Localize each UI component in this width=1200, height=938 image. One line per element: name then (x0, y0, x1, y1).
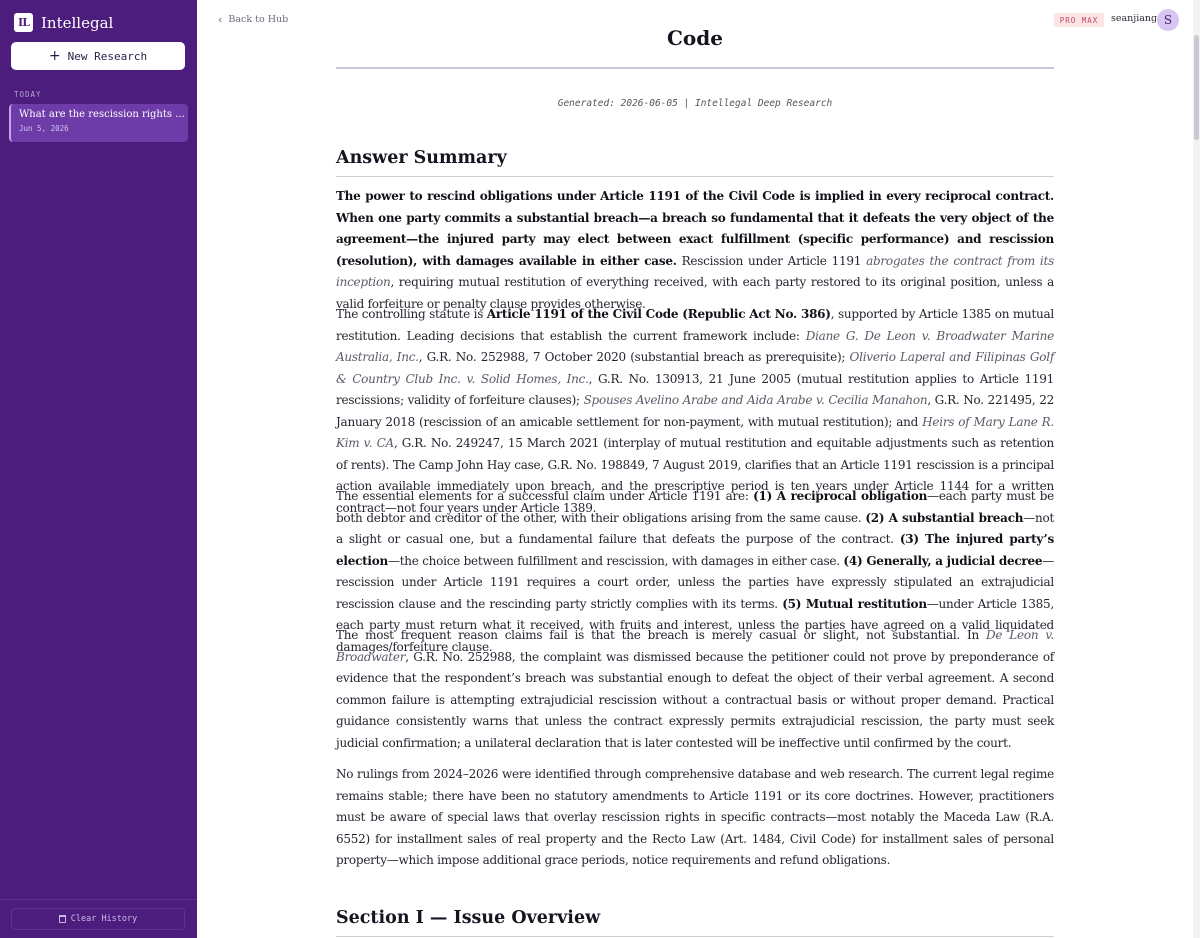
logo-mark-icon: IL (14, 13, 33, 32)
p4-text: The most frequent reason claims fail is that the breach is merely casual or slight, not substantial. In (336, 628, 987, 642)
generated-meta: Generated: 2026-06-05 | Intellegal Deep Research (557, 98, 833, 109)
new-research-button[interactable] (11, 42, 185, 70)
section-1-heading: Section I — Issue Overview (336, 908, 601, 928)
p2-text: , G.R. No. 130913, 21 June 2005 (mutual restitution applies to Article 1191 rescissions; validity of forfeiture clauses); (336, 371, 1054, 407)
new-research-label: New Research (67, 49, 148, 63)
element-label: (4) Generally, a judicial decree (843, 553, 1043, 568)
brand-name: Intellegal (41, 13, 114, 32)
username: seanjiang (1111, 13, 1158, 24)
case-citation: De Leon v. Broadwater (336, 628, 1055, 664)
scrollbar-thumb[interactable] (1194, 35, 1199, 140)
brand[interactable] (14, 13, 113, 32)
avatar[interactable]: S (1157, 9, 1179, 31)
history-item[interactable] (9, 104, 188, 142)
p2-text: , supported by Article 1385 on mutual restitution. Leading decisions that establish the current framework include: (336, 307, 1055, 343)
p1-italic: abrogates the contract from its inception (336, 253, 1055, 289)
clear-history-label: Clear History (70, 914, 138, 924)
history-item-date: Jun 5, 2026 (19, 124, 69, 133)
p4-text: , G.R. No. 252988, the complaint was dismissed because the petitioner could not prove by preponderance of evidence that the respondent’s breach was substantial enough to defeat the object of their verbal agreement. A second common failure is attempting extrajudicial rescission without a contractual basis or without proper demand. Practical guidance consistently warns that unless the contract expressly permits extrajudicial rescission, the party must seek judicial confirmation; a unilateral declaration that is later contested will be ineffective until confirmed by the court. (336, 649, 1054, 750)
case-citation: Spouses Avelino Arabe and Aida Arabe v. Cecilia Manahon (583, 393, 928, 407)
p3-text: —the choice between fulfillment and rescission, with damages in either case. (387, 553, 844, 568)
p2-text: , G.R. No. 249247, 15 March 2021 (interplay of mutual restitution and equitable adjustments such as retention of rents). The Camp John Hay case, G.R. No. 198849, 7 August 2019, clarifies that an Article 1191 rescission is a principal action available immediately upon breach, and the prescriptive period is ten years under Article 1144 for a written contract—not four years under Article 1389. (336, 436, 1055, 515)
element-label: (5) Mutual restitution (782, 596, 927, 611)
case-citation: Oliverio Laperal and Filipinas Golf & Country Club Inc. v. Solid Homes, Inc. (336, 350, 1055, 386)
plus-icon: + (48, 48, 61, 64)
p2-text: , G.R. No. 221495, 22 January 2018 (rescission of an amicable settlement for non-payment, with mutual restitution); and (336, 393, 1054, 429)
sidebar (0, 0, 197, 938)
p2-text: , G.R. No. 252988, 7 October 2020 (substantial breach as prerequisite); (418, 350, 850, 364)
p3-text: —not a slight or casual one, but a fundamental failure that defeats the purpose of the contract. (336, 510, 1055, 546)
history-item-title: What are the rescission rights ... (19, 109, 185, 120)
back-to-hub-label: Back to Hub (228, 14, 289, 25)
plan-badge: PRO MAX (1054, 13, 1104, 27)
case-citation: Heirs of Mary Lane R. Kim v. CA (336, 414, 1054, 450)
p1-text: , requiring mutual restitution of everything received, with each party restored to its original position, unless a valid forfeiture or penalty clause provides otherwise. (336, 275, 1054, 311)
p3-text: —under Article 1385, each party must return what it received, with fruits and interest, unless the parties have agreed on a valid liquidated damages/forfeiture clause. (336, 596, 1054, 654)
p3-text: —rescission under Article 1191 requires a court order, unless the parties have expressly stipulated an extrajudicial rescission clause and the rescinding party strictly complies with its terms. (336, 553, 1054, 611)
trash-icon (59, 915, 66, 923)
title-divider (336, 67, 1054, 69)
chevron-left-icon: ‹ (218, 13, 223, 26)
p3-text: The essential elements for a successful claim under Article 1191 are: (336, 489, 754, 503)
heading-divider (336, 936, 1054, 937)
p2-text: The controlling statute is (336, 307, 487, 321)
p2-bold: Article 1191 of the Civil Code (Republic Act No. 386) (486, 307, 831, 321)
p1-text: Rescission under Article 1191 (676, 253, 867, 268)
back-to-hub-link[interactable] (218, 13, 288, 26)
p3-text: —each party must be both debtor and creditor of the other, with their obligations arising from the same cause. (336, 489, 1054, 525)
scrollbar-track[interactable] (1193, 0, 1200, 938)
sidebar-divider (0, 899, 197, 900)
summary-paragraph-5: No rulings from 2024–2026 were identified through comprehensive database and web research. The current legal regime remains stable; there have been no statutory amendments to Article 1191 or its core doctrines. However, practitioners must be aware of special laws that overlay rescission rights in specific contracts—most notably the Maceda Law (R.A. 6552) for installment sales of real property and the Recto Law (Art. 1484, Civil Code) for installment sales of personal property—which impose additional grace periods, notice requirements and refund obligations. (336, 767, 1054, 867)
summary-paragraph-4 (336, 625, 1054, 754)
heading-divider (336, 176, 1054, 177)
report-title: Code (667, 26, 723, 50)
clear-history-button[interactable] (11, 908, 185, 930)
answer-summary-heading: Answer Summary (336, 148, 507, 168)
history-section-label: TODAY (14, 90, 42, 99)
element-label: (2) A substantial breach (865, 510, 1024, 525)
p1-bold: The power to rescind obligations under Article 1191 of the Civil Code is implied in every reciprocal contract. When one party commits a substantial breach—a breach so fundamental that it defeats the very object of the agreement—the injured party may elect between exact fulfillment (specific performance) and rescission (resolution), with damages available in either case. (336, 189, 1054, 268)
element-label: (1) A reciprocal obligation (753, 489, 928, 503)
element-label: (3) The injured party’s election (336, 532, 1054, 568)
summary-paragraph-1 (336, 186, 1054, 315)
case-citation: Diane G. De Leon v. Broadwater Marine Australia, Inc. (336, 328, 1054, 364)
